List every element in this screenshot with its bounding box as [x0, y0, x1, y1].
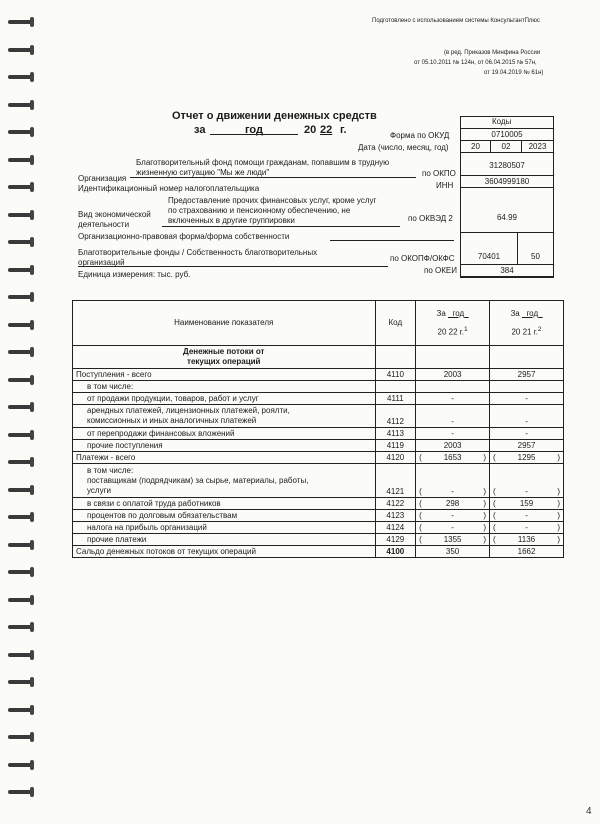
- row-name: поставщикам (подрядчикам) за сырье, материалы, работы,: [87, 475, 309, 485]
- binding-ring: [8, 790, 32, 794]
- binding-ring: [8, 185, 32, 189]
- activity-value-2: по страхованию и пенсионному обеспечению, не: [168, 206, 351, 215]
- table-row: [73, 369, 564, 381]
- okpo-label: по ОКПО: [422, 169, 456, 178]
- col-code-header: Код: [375, 301, 416, 346]
- okved-label: по ОКВЭД 2: [408, 214, 453, 223]
- binding-ring: [8, 20, 32, 24]
- binding-ring: [8, 515, 32, 519]
- row-name: в связи с оплатой труда работников: [87, 498, 221, 508]
- binding-ring: [8, 735, 32, 739]
- row-value: 1136: [517, 535, 536, 544]
- binding-ring: [8, 240, 32, 244]
- edition-line-3: от 19.04.2019 № 61н): [484, 70, 544, 76]
- row-value: 2957: [517, 370, 536, 379]
- title-year-suffix: 22: [320, 124, 333, 136]
- row-code: 4111: [375, 393, 416, 405]
- binding-ring: [8, 378, 32, 382]
- row-name: комиссионных и иных аналогичных платежей: [87, 416, 257, 425]
- row-value: -: [451, 487, 454, 496]
- row-name: процентов по долговым обязательствам: [87, 510, 238, 520]
- unit-label: Единица измерения: тыс. руб.: [78, 270, 191, 279]
- row-code: 4112: [375, 405, 416, 428]
- binding-ring: [8, 350, 32, 354]
- row-name: Поступления - всего: [76, 369, 152, 379]
- row-value: -: [525, 394, 528, 403]
- row-code: 4122: [375, 498, 416, 510]
- table-row: [73, 428, 564, 440]
- table-row: прочие платежи 4129 ( 1355 ) ( 1136 ): [73, 534, 564, 546]
- row-value: -: [451, 511, 454, 520]
- row-code: 4121: [375, 464, 416, 498]
- okei-cell: 384: [460, 264, 554, 277]
- binding-ring: [8, 763, 32, 767]
- table-row: [73, 546, 564, 558]
- binding-ring: [8, 708, 32, 712]
- row-value: 1662: [517, 547, 536, 556]
- table-row: в том числе: поставщикам (подрядчикам) за сырье, материалы, работы, услуги 4121 ( - ) ( - ): [73, 464, 564, 498]
- row-value: 1653: [443, 453, 462, 462]
- okpo-cell: 31280507: [460, 152, 554, 176]
- row-name: Платежи - всего: [76, 452, 136, 462]
- org-name-2: жизненную ситуацию "Мы же люди": [136, 168, 270, 177]
- okud-label: Форма по ОКУД: [390, 131, 450, 140]
- row-value: -: [525, 523, 528, 532]
- binding-ring: [8, 103, 32, 107]
- row-value: -: [525, 429, 528, 438]
- activity-label-2: деятельности: [78, 220, 130, 229]
- col-name-header: Наименование показателя: [73, 301, 376, 346]
- activity-value-1: Предоставление прочих финансовых услуг, кроме услуг: [168, 196, 377, 205]
- table-header-row: [73, 301, 564, 346]
- binding-ring: [8, 213, 32, 217]
- row-value: 2957: [517, 441, 536, 450]
- row-value: 1355: [443, 535, 462, 544]
- row-value: 298: [445, 499, 460, 508]
- row-name: от перепродажи финансовых вложений: [87, 428, 235, 438]
- binding-ring: [8, 405, 32, 409]
- row-value: -: [525, 511, 528, 520]
- inn-cell: 3604999180: [460, 175, 554, 188]
- row-code: 4129: [375, 534, 416, 546]
- activity-label-1: Вид экономической: [78, 210, 151, 219]
- okfs-cell: 50: [517, 232, 554, 265]
- spiral-binding: [0, 0, 40, 824]
- legal-form-value-2: организаций: [78, 258, 125, 267]
- okved-cell: 64.99: [460, 187, 554, 233]
- row-value: 1295: [517, 453, 536, 462]
- row-name: арендных платежей, лицензионных платежей, роялти,: [87, 406, 290, 415]
- table-row: [73, 393, 564, 405]
- binding-ring: [8, 460, 32, 464]
- binding-ring: [8, 625, 32, 629]
- section-title-row: [73, 346, 564, 369]
- row-name: услуги: [87, 485, 111, 495]
- date-label: Дата (число, месяц, год): [358, 143, 449, 152]
- okud-cell: 0710005: [460, 128, 554, 141]
- title-god: год: [245, 124, 263, 136]
- binding-ring: [8, 268, 32, 272]
- okopf-cell: 70401: [460, 232, 518, 265]
- row-code: 4124: [375, 522, 416, 534]
- table-row: [73, 405, 564, 428]
- row-code: [375, 381, 416, 393]
- row-code: 4123: [375, 510, 416, 522]
- edition-line-2: от 05.10.2011 № 124н, от 06.04.2015 № 57н,: [414, 60, 537, 66]
- title-year-prefix: 20: [304, 124, 317, 136]
- report-title: Отчет о движении денежных средств: [172, 110, 377, 122]
- table-row: в связи с оплатой труда работников 4122 ( 298 ) ( 159 ): [73, 498, 564, 510]
- binding-ring: [8, 570, 32, 574]
- table-row: [73, 381, 564, 393]
- section-title-1: Денежные потоки от: [183, 347, 265, 356]
- org-label: Организация: [78, 174, 127, 183]
- okopf-label: по ОКОПФ/ОКФС: [390, 254, 455, 263]
- binding-ring: [8, 680, 32, 684]
- row-value: -: [451, 417, 454, 426]
- row-code: 4120: [375, 452, 416, 464]
- binding-ring: [8, 48, 32, 52]
- cash-flow-table: [72, 300, 564, 558]
- legal-form-value-1: Благотворительные фонды / Собственность благотворительных: [78, 248, 318, 257]
- row-name: от продажи продукции, товаров, работ и услуг: [87, 393, 259, 403]
- okei-label: по ОКЕИ: [424, 266, 457, 275]
- inn-full-label: Идентификационный номер налогоплательщика: [78, 184, 260, 193]
- row-value: 350: [445, 547, 460, 556]
- row-value: -: [525, 487, 528, 496]
- row-value: 159: [519, 499, 534, 508]
- row-code: 4119: [375, 440, 416, 452]
- binding-ring: [8, 598, 32, 602]
- title-g: г.: [340, 124, 347, 136]
- edition-line-1: (в ред. Приказов Минфина России: [444, 50, 541, 56]
- table-row: Платежи - всего 4120 ( 1653 ) ( 1295 ): [73, 452, 564, 464]
- binding-ring: [8, 543, 32, 547]
- binding-ring: [8, 295, 32, 299]
- inn-code-label: ИНН: [436, 181, 454, 190]
- table-row: процентов по долговым обязательствам 4123 ( - ) ( - ): [73, 510, 564, 522]
- month-cell: 02: [490, 140, 522, 153]
- col-year1-header: За год 20 22 г.$^1$: [416, 301, 490, 346]
- table-body: [73, 369, 564, 558]
- section-title-2: текущих операций: [187, 357, 261, 366]
- org-name-1: Благотворительный фонд помощи гражданам, попавшим в трудную: [136, 158, 390, 167]
- consultant-note: Подготовлено с использованием системы КонсультантПлюс: [372, 18, 540, 24]
- binding-ring: [8, 433, 32, 437]
- title-za: за: [194, 124, 206, 136]
- binding-ring: [8, 653, 32, 657]
- row-name: прочие платежи: [87, 534, 147, 544]
- codes-header: Коды: [492, 117, 512, 126]
- binding-ring: [8, 130, 32, 134]
- row-value: -: [451, 394, 454, 403]
- row-name: налога на прибыль организаций: [87, 522, 207, 532]
- day-cell: 20: [460, 140, 491, 153]
- binding-ring: [8, 488, 32, 492]
- binding-ring: [8, 158, 32, 162]
- row-code: 4100: [375, 546, 416, 558]
- table-row: [73, 440, 564, 452]
- row-code: 4110: [375, 369, 416, 381]
- row-code: 4113: [375, 428, 416, 440]
- year-cell: 2023: [521, 140, 554, 153]
- row-value: 2003: [443, 441, 462, 450]
- col-year2-header: За год 20 21 г.$^2$: [490, 301, 564, 346]
- row-name: Сальдо денежных потоков от текущих операций: [76, 546, 256, 556]
- row-name: в том числе:: [87, 381, 134, 391]
- row-value: -: [525, 417, 528, 426]
- row-name: прочие поступления: [87, 440, 163, 450]
- row-value: -: [451, 429, 454, 438]
- row-value: -: [451, 523, 454, 532]
- row-value: 2003: [443, 370, 462, 379]
- row-name: в том числе:: [87, 465, 134, 475]
- table-row: налога на прибыль организаций 4124 ( - ) ( - ): [73, 522, 564, 534]
- binding-ring: [8, 75, 32, 79]
- page-number: 4: [586, 806, 592, 817]
- binding-ring: [8, 323, 32, 327]
- activity-value-3: включенных в другие группировки: [168, 216, 295, 225]
- legal-form-label: Организационно-правовая форма/форма собственности: [78, 232, 290, 241]
